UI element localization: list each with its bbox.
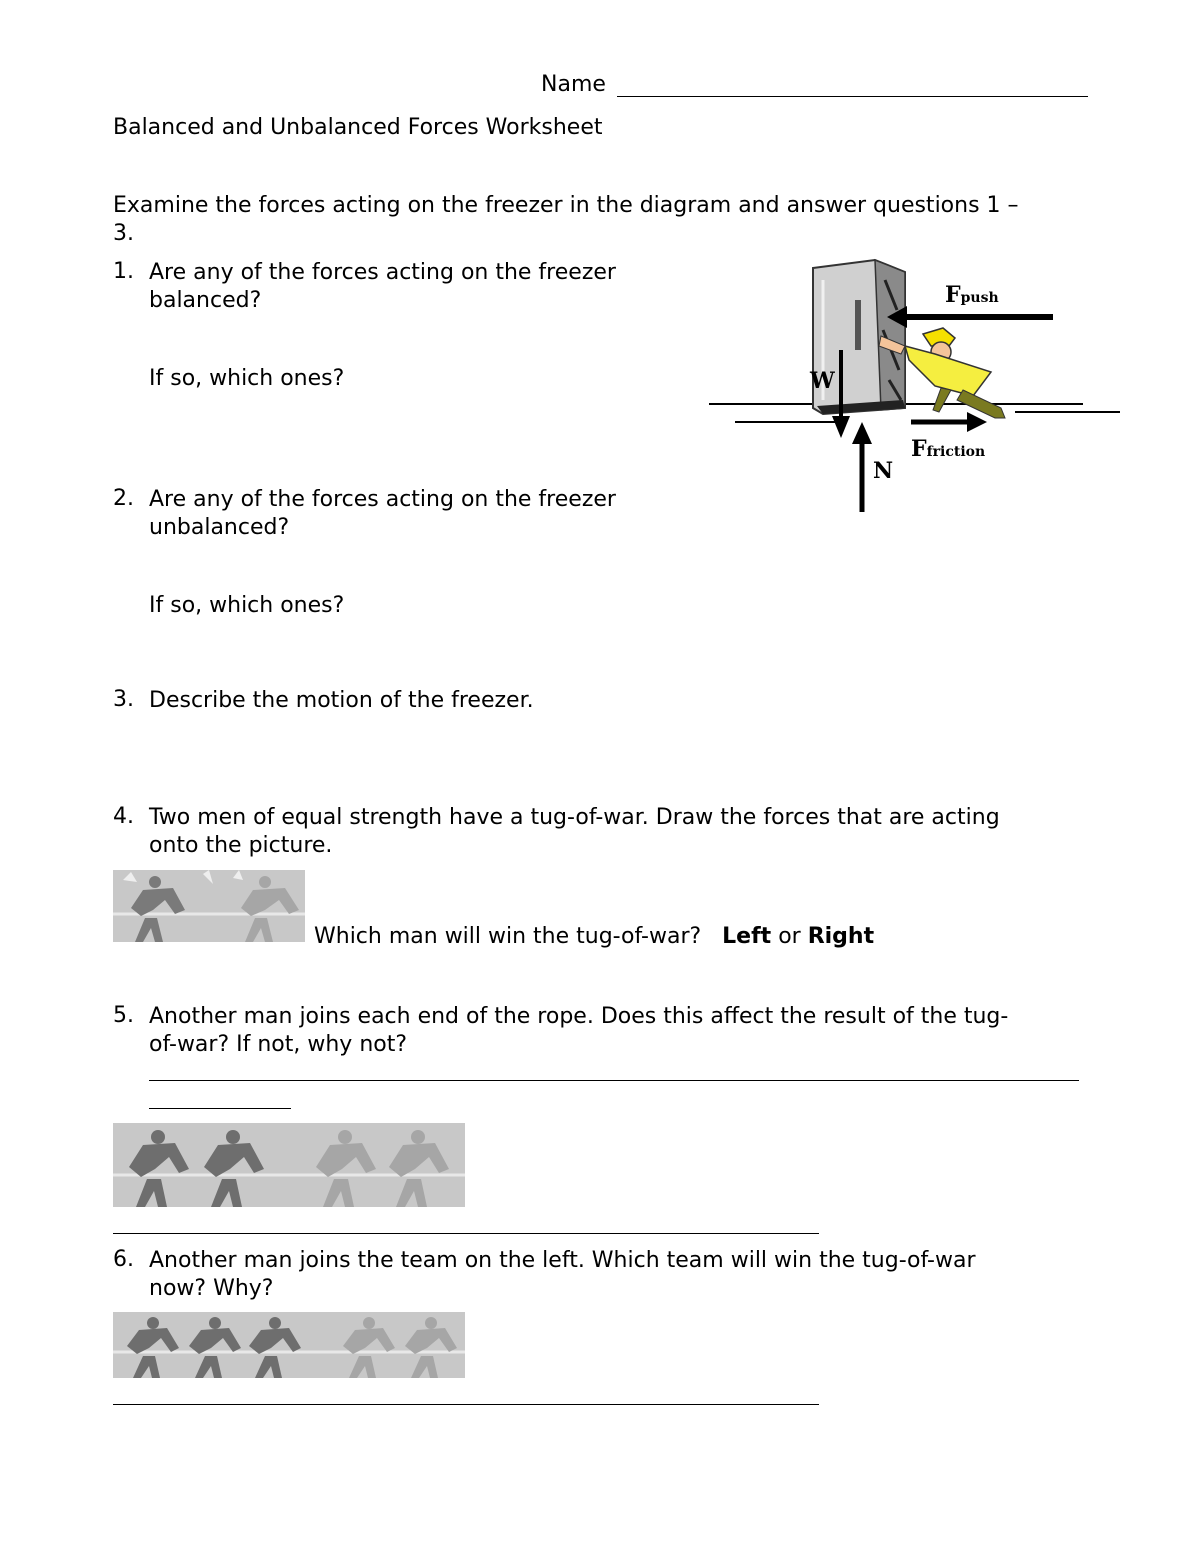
question-2-followup: If so, which ones?: [149, 593, 345, 618]
tug-four-svg: [113, 1123, 465, 1207]
question-4-number: 4.: [113, 804, 134, 829]
tug-of-war-five-men-image: [113, 1312, 465, 1378]
question-6-line-1: Another man joins the team on the left. Which team will win the tug-of-war: [149, 1248, 976, 1273]
tug-five-svg: [113, 1312, 465, 1378]
question-4-line-2: onto the picture.: [149, 833, 333, 858]
friction-arrow-head: [967, 412, 987, 432]
answer-line-5c[interactable]: [113, 1233, 819, 1234]
question-1-number: 1.: [113, 259, 134, 284]
push-force-F: F: [945, 282, 961, 308]
question-1-line-2: balanced?: [149, 288, 262, 313]
question-2-number: 2.: [113, 486, 134, 511]
question-6-line-2: now? Why?: [149, 1276, 274, 1301]
question-5-number: 5.: [113, 1003, 134, 1028]
freezer-force-diagram: [705, 250, 1125, 520]
question-4-prompt: Which man will win the tug-of-war?: [314, 924, 702, 949]
freezer-diagram-svg: [705, 250, 1125, 520]
question-2: [149, 486, 616, 542]
tug-two-svg: [113, 870, 305, 942]
intro-line-1: Examine the forces acting on the freezer in the diagram and answer questions 1 –: [113, 193, 1019, 218]
push-force-label: [945, 282, 999, 308]
question-1-line-1: Are any of the forces acting on the freezer: [149, 260, 616, 285]
question-1-followup: If so, which ones?: [149, 366, 345, 391]
question-2-line-1: Are any of the forces acting on the freezer: [149, 487, 616, 512]
question-6-number: 6.: [113, 1247, 134, 1272]
weight-arrow-head: [832, 416, 850, 438]
option-right[interactable]: Right: [807, 924, 875, 949]
question-4-line-1: Two men of equal strength have a tug-of-war. Draw the forces that are acting: [149, 805, 1000, 830]
name-field-line[interactable]: [617, 96, 1088, 97]
name-label: Name: [541, 72, 606, 97]
answer-line-5a[interactable]: [149, 1080, 1079, 1081]
tug-of-war-two-men-image: [113, 870, 305, 942]
answer-line-6[interactable]: [113, 1404, 819, 1405]
friction-force-label: [911, 436, 985, 462]
question-5-line-2: of-war? If not, why not?: [149, 1032, 408, 1057]
question-3-number: 3.: [113, 687, 134, 712]
worksheet-title: Balanced and Unbalanced Forces Worksheet: [113, 115, 603, 140]
weight-label: W: [810, 368, 835, 394]
question-5: [149, 1003, 1008, 1059]
question-5-line-1: Another man joins each end of the rope. Does this affect the result of the tug-: [149, 1004, 1009, 1029]
question-2-line-2: unbalanced?: [149, 515, 290, 540]
normal-arrow-head: [852, 422, 872, 444]
question-6: [149, 1247, 976, 1303]
push-force-subscript: push: [960, 290, 999, 306]
intro-line-2: 3.: [113, 221, 134, 246]
normal-force-label: N: [873, 458, 894, 484]
question-4-prompt-row: [314, 924, 874, 949]
option-left[interactable]: Left: [722, 924, 772, 949]
friction-force-subscript: friction: [926, 444, 986, 460]
answer-line-5b[interactable]: [149, 1108, 291, 1109]
tug-of-war-four-men-image: [113, 1123, 465, 1207]
friction-force-F: F: [911, 436, 927, 462]
question-3-line-1: Describe the motion of the freezer.: [149, 688, 534, 713]
question-4: [149, 804, 1000, 860]
option-connector: or: [778, 924, 801, 949]
question-1: [149, 259, 616, 315]
